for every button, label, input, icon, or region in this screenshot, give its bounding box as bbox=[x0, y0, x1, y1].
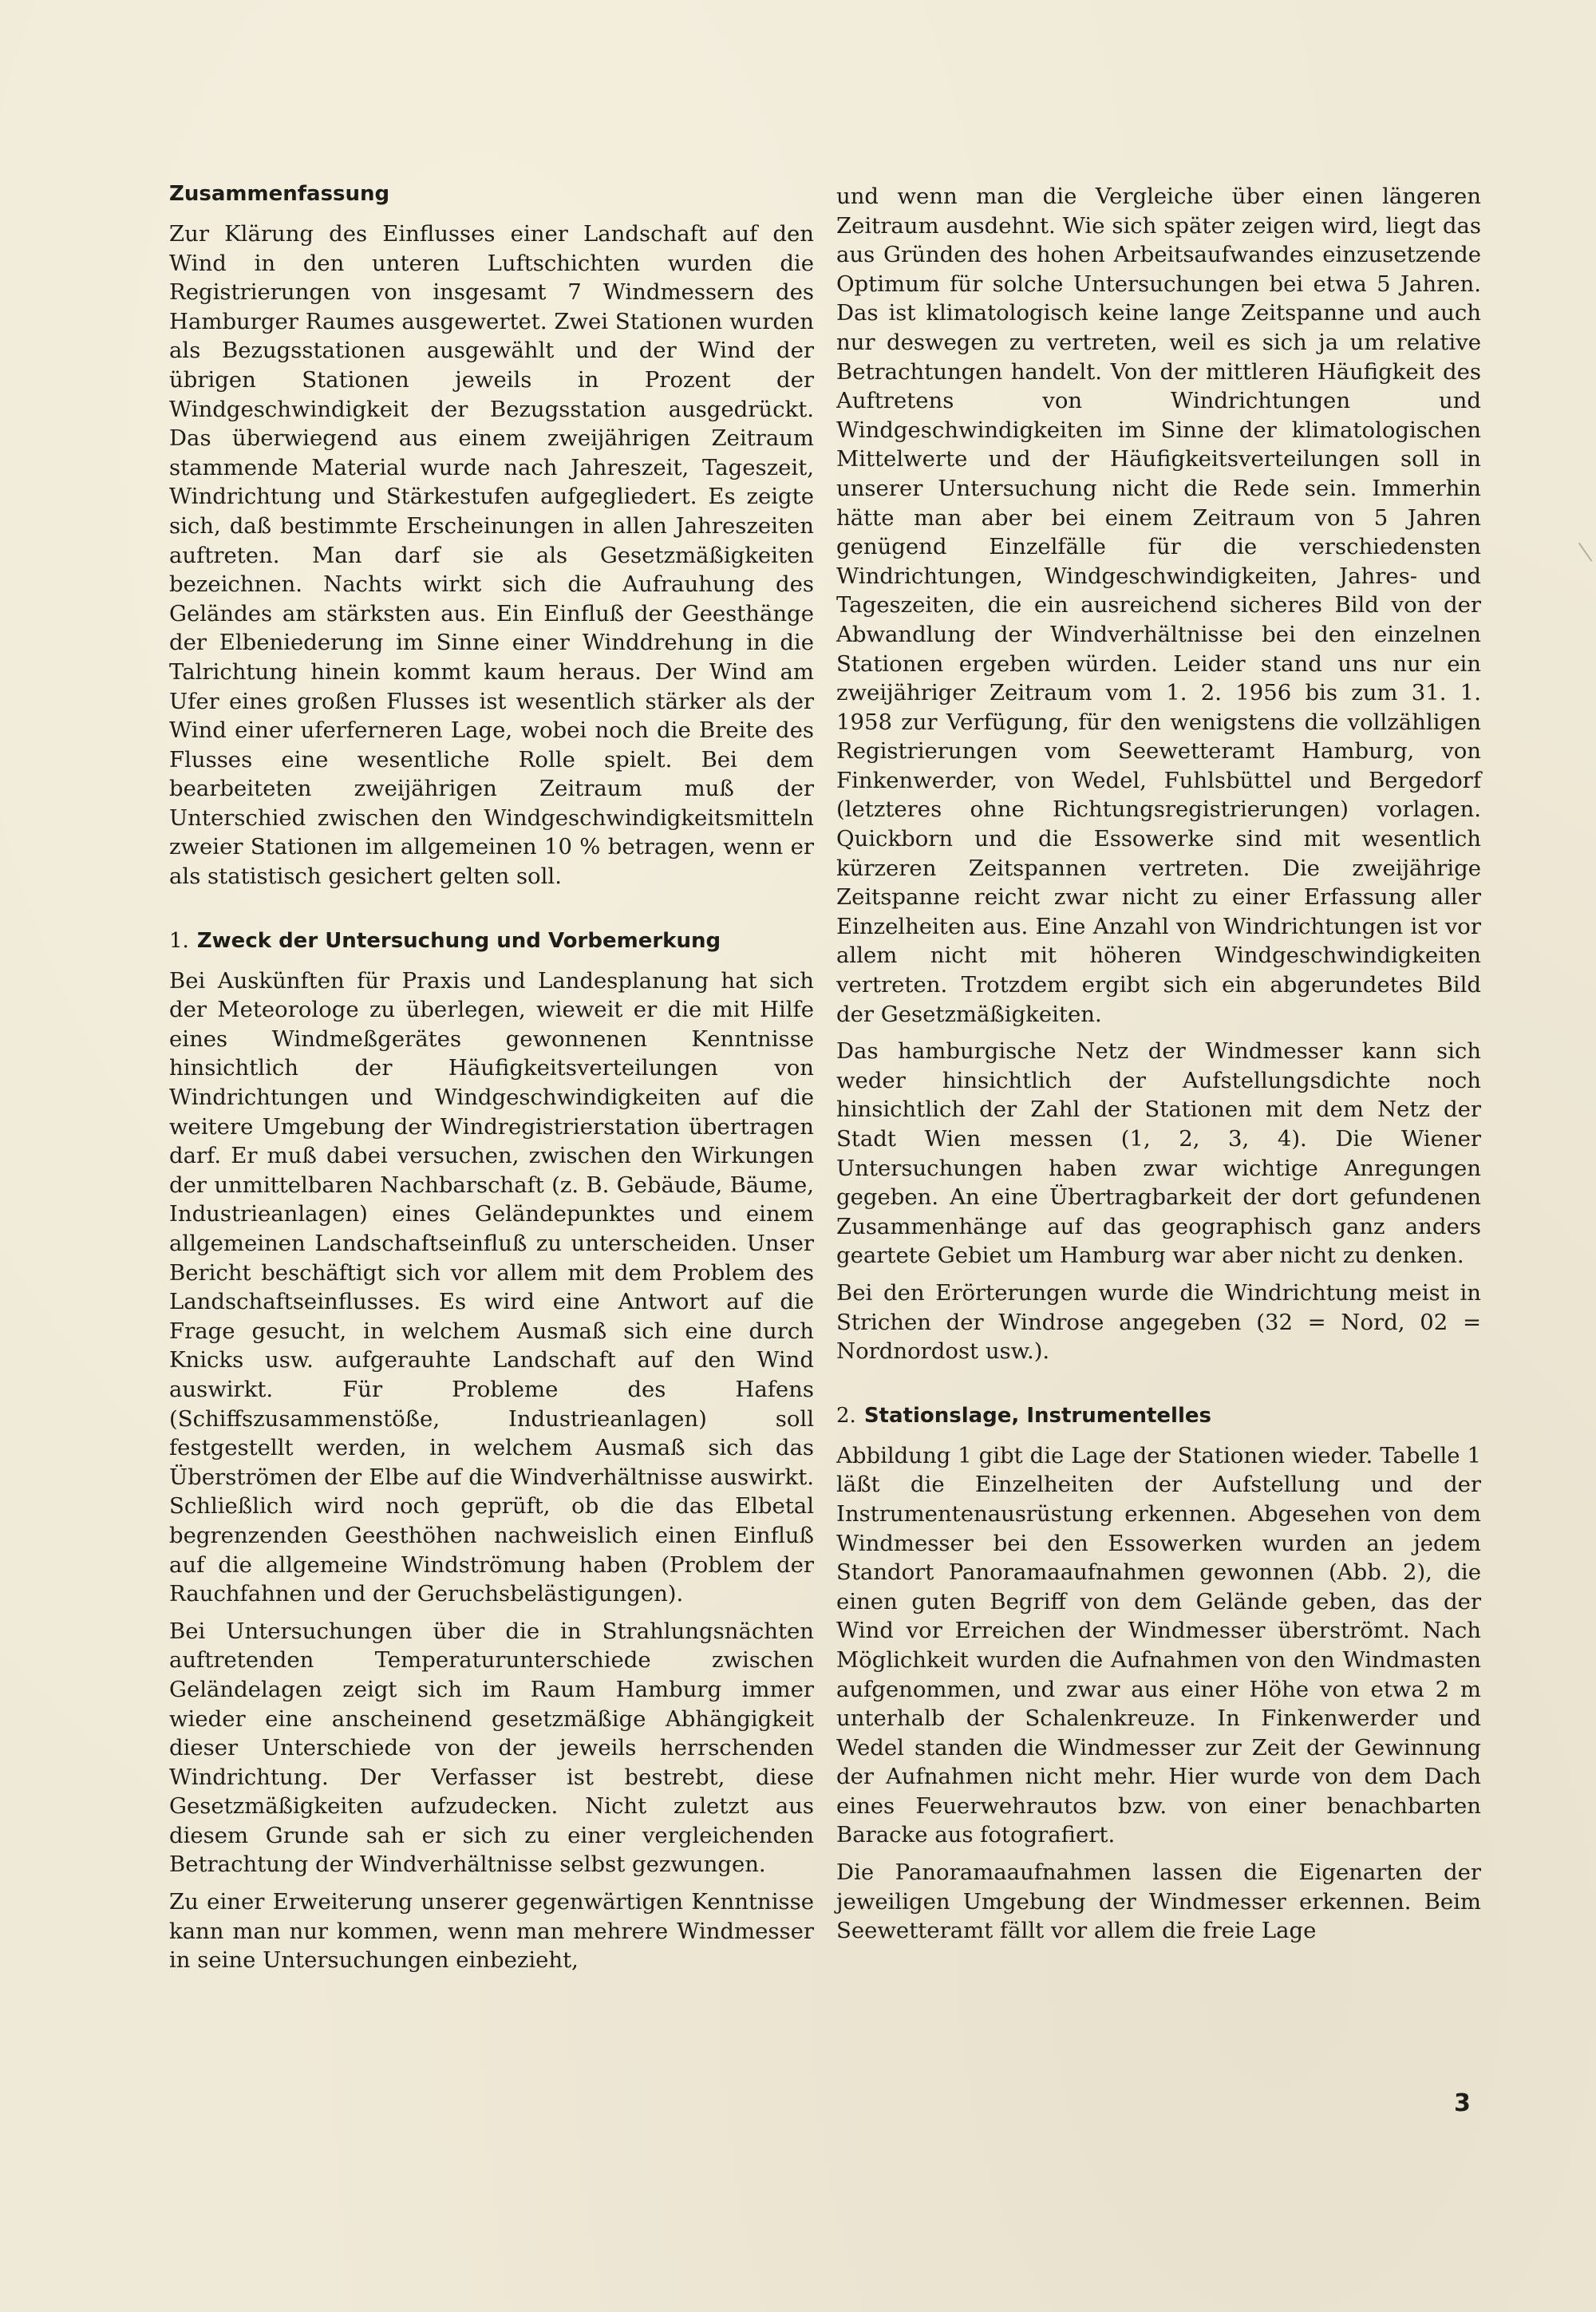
right-paragraph-1: und wenn man die Vergleiche über einen längeren Zeitraum ausdehnt. Wie sich später zeigen wird, liegt das aus Gründen des hohen Arbeitsaufwandes einzusetzende Optimum für solche Untersuchungen bei etwa 5 Jahren. Das ist klimatologisch keine lange Zeitspanne und auch nur deswegen zu vertreten, weil es sich ja um relative Betrachtungen handelt. Von der mittleren Häufigkeit des Auftretens von Windrichtungen und Windgeschwindigkeiten im Sinne der klimatologischen Mittelwerte und der Häufigkeitsverteilungen soll in unserer Untersuchung nicht die Rede sein. Immerhin hätte man aber bei einem Zeitraum von 5 Jahren genügend Einzelfälle für die verschiedensten Windrichtungen, Windgeschwindigkeiten, Jahres- und Tageszeiten, die ein ausreichend sicheres Bild von der Abwandlung der Windverhältnisse bei den einzelnen Stationen ergeben würden. Leider stand uns nur ein zweijähriger Zeitraum vom 1. 2. 1956 bis zum 31. 1. 1958 zur Verfügung, für den wenigstens die vollzähligen Registrierungen vom Seewetteramt Hamburg, von Finkenwerder, von Wedel, Fuhlsbüttel und Bergedorf (letzteres ohne Richtungsregistrierungen) vorlagen. Quickborn und die Essowerke sind mit wesentlich kürzeren Zeitspannen vertreten. Die zweijährige Zeitspanne reicht zwar nicht zu einer Erfassung aller Einzelheiten aus. Eine Anzahl von Windrichtungen ist vor allem nicht mit höheren Windgeschwindigkeiten vertreten. Trotzdem ergibt sich ein abgerundetes Bild der Gesetzmäßigkeiten. bbox=[836, 184, 1481, 1027]
section-1-paragraph-3: Zu einer Erweiterung unserer gegenwärtigen Kenntnisse kann man nur kommen, wenn man mehrere Windmesser in seine Untersuchungen einbezieht, bbox=[169, 1889, 814, 1974]
section-2-paragraph-2: Die Panoramaaufnahmen lassen die Eigenarten der jeweiligen Umgebung der Windmesser erkennen. Beim Seewetteramt fällt vor allem die freie Lage bbox=[836, 1859, 1481, 1944]
section-1-paragraph-1: Bei Auskünften für Praxis und Landesplanung hat sich der Meteorologe zu überlegen, wieweit er die mit Hilfe eines Windmeßgerätes gewonnenen Kenntnisse hinsichtlich der Häufigkeitsverteilungen von Windrichtungen und Windgeschwindigkeiten auf die weitere Umgebung der Windregistrierstation übertragen darf. Er muß dabei versuchen, zwischen den Wirkungen der unmittelbaren Nachbarschaft (z. B. Gebäude, Bäume, Industrieanlagen) eines Geländepunktes und einem allgemeinen Landschaftseinfluß zu unterscheiden. Unser Bericht beschäftigt sich vor allem mit dem Problem des Landschaftseinflusses. Es wird eine Antwort auf die Frage gesucht, in welchem Ausmaß sich eine durch Knicks usw. aufgerauhte Landschaft auf den Wind auswirkt. Für Probleme des Hafens (Schiffszusammenstöße, Industrieanlagen) soll festgestellt werden, in welchem Ausmaß sich das Überströmen der Elbe auf die Windverhältnisse auswirkt. Schließlich wird noch geprüft, ob die das Elbetal begrenzenden Geesthöhen nachweislich einen Einfluß auf die allgemeine Windströmung haben (Problem der Rauchfahnen und der Geruchsbelästigungen). bbox=[169, 967, 814, 1607]
right-column bbox=[836, 182, 1481, 1954]
section-1-title: Zweck der Untersuchung und Vorbemerkung bbox=[196, 928, 721, 953]
summary-paragraph: Zur Klärung des Einflusses einer Landschaft auf den Wind in den unteren Luftschichten wurden die Registrierungen von insgesamt 7 Windmessern des Hamburger Raumes ausgewertet. Zwei Stationen wurden als Bezugsstationen ausgewählt und der Wind der übrigen Stationen jeweils in Prozent der Windgeschwindigkeit der Bezugsstation ausgedrückt. Das überwiegend aus einem zweijährigen Zeitraum stammende Material wurde nach Jahreszeit, Tageszeit, Windrichtung und Stärkestufen aufgegliedert. Es zeigte sich, daß bestimmte Erscheinungen in allen Jahreszeiten auftreten. Man darf sie als Gesetzmäßigkeiten bezeichnen. Nachts wirkt sich die Aufrauhung des Geländes am stärksten aus. Ein Einfluß der Geesthänge der Elbeniederung im Sinne einer Winddrehung in die Talrichtung hinein kommt kaum heraus. Der Wind am Ufer eines großen Flusses ist wesentlich stärker als der Wind einer uferferneren Lage, wobei noch die Breite des Flusses eine wesentliche Rolle spielt. Bei dem bearbeiteten zweijährigen Zeitraum muß der Unterschied zwischen den Windgeschwindigkeitsmitteln zweier Stationen im allgemeinen 10 % betragen, wenn er als statistisch gesichert gelten soll. bbox=[169, 221, 814, 890]
margin-mark bbox=[1578, 539, 1596, 562]
section-1-paragraph-2: Bei Untersuchungen über die in Strahlungsnächten auftretenden Temperaturunterschiede zwischen Geländelagen zeigt sich im Raum Hamburg immer wieder eine anscheinend gesetzmäßige Abhängigkeit dieser Unterschiede von der jeweils herrschenden Windrichtung. Der Verfasser ist bestrebt, diese Gesetzmäßigkeiten aufzudecken. Nicht zuletzt aus diesem Grunde sah er sich zu einer vergleichenden Betrachtung der Windverhältnisse selbst gezwungen. bbox=[169, 1618, 814, 1878]
section-1-heading bbox=[169, 927, 814, 955]
section-1-number: 1. bbox=[169, 928, 189, 953]
page-number: 3 bbox=[1454, 2089, 1471, 2117]
section-2-paragraph-1: Abbildung 1 gibt die Lage der Stationen wieder. Tabelle 1 läßt die Einzelheiten der Aufstellung und der Instrumentenausrüstung erkennen. Abgesehen von dem Windmesser bei den Essowerken wurden an jedem Standort Panoramaaufnahmen gewonnen (Abb. 2), die einen guten Begriff von dem Gelände geben, das der Wind vor Erreichen der Windmesser überströmt. Nach Möglichkeit wurden die Aufnahmen von den Windmasten aufgenommen, und zwar aus einer Höhe von etwa 2 m unterhalb der Schalenkreuze. In Finkenwerder und Wedel standen die Windmesser zur Zeit der Gewinnung der Aufnahmen nicht mehr. Hier wurde von dem Dach eines Feuerwehrautos bzw. von einer benachbarten Baracke aus fotografiert. bbox=[836, 1442, 1481, 1848]
left-column bbox=[169, 180, 814, 1983]
section-2-title: Stationslage, Instrumentelles bbox=[863, 1403, 1211, 1428]
section-2-number: 2. bbox=[836, 1403, 856, 1428]
right-paragraph-3: Bei den Erörterungen wurde die Windrichtung meist in Strichen der Windrose angegeben (32 = Nord, 02 = Nordnordost usw.). bbox=[836, 1279, 1481, 1365]
summary-heading: Zusammenfassung bbox=[169, 182, 390, 206]
right-paragraph-2: Das hamburgische Netz der Windmesser kann sich weder hinsichtlich der Aufstellungsdichte noch hinsichtlich der Zahl der Stationen mit dem Netz der Stadt Wien messen (1, 2, 3, 4). Die Wiener Untersuchungen haben zwar wichtige Anregungen gegeben. An eine Übertragbarkeit der dort gefundenen Zusammenhänge auf das geographisch ganz anders geartete Gebiet um Hamburg war aber nicht zu denken. bbox=[836, 1038, 1481, 1269]
section-2-heading bbox=[836, 1401, 1481, 1430]
